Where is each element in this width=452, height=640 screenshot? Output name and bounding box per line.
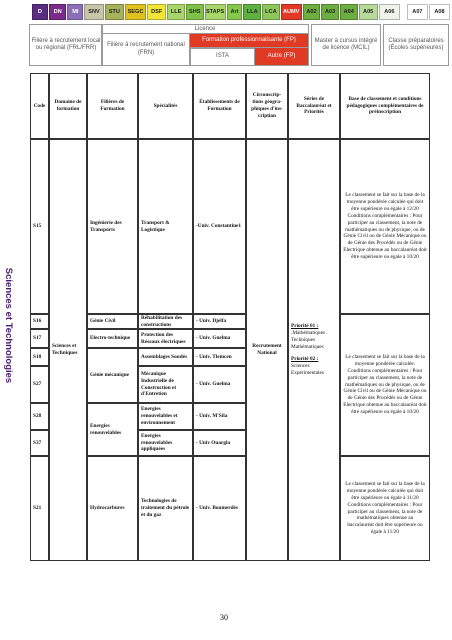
filiere-energies: Energies renouvelables [87, 403, 138, 456]
specialite-s15: Transport & Logistique [138, 139, 193, 314]
stream-tab-bar [32, 4, 450, 20]
header-domaine: Domaine de formation [49, 73, 87, 139]
page-number: 30 [220, 613, 228, 622]
stream-tab-shs[interactable]: SHS [186, 4, 204, 20]
filiere-s15: Ingénierie des Transports [87, 139, 138, 314]
code-s28: S28 [30, 403, 49, 430]
code-s16: S16 [30, 314, 49, 329]
domaine-cell: Sciences et Techniques [49, 139, 87, 561]
code-s21: S21 [30, 456, 49, 561]
code-s37: S37 [30, 430, 49, 456]
etab-s37: - Univ Ouargla [193, 430, 246, 456]
circonscription-cell: Recrutement National [246, 139, 288, 561]
stream-tab-a06[interactable]: A06 [379, 4, 400, 20]
code-s18: S18 [30, 348, 49, 366]
header-code: Code [30, 73, 49, 139]
priorite2-title: Priorité 02 : [291, 356, 319, 363]
stream-tab-a03[interactable]: A03 [321, 4, 339, 20]
header-series: Séries de Baccalauréat et Priorités [288, 73, 340, 139]
etab-s18: - Univ. Tlemcen [193, 348, 246, 366]
legend-frl-text: Filière à recrutement local ou régional (FRL/FRR) [31, 37, 101, 51]
legend-frn-text: Filière à recrutement national (FRN) [107, 42, 185, 56]
etab-s16: - Univ. Djelfa [193, 314, 246, 329]
legend-licence-text: Licence [194, 25, 216, 32]
etab-s28: - Univ. M'Sila [193, 403, 246, 430]
stream-tab-segc[interactable]: SEGC [125, 4, 146, 20]
legend-frl [29, 24, 103, 66]
stream-tab-a02[interactable]: A02 [303, 4, 321, 20]
stream-tab-dn[interactable]: DN [49, 4, 67, 20]
legend-autre-fp-text: Autre (FP) [267, 52, 296, 59]
specialite-s37: Energies renouvelables appliquées [138, 430, 193, 456]
legend-frn [101, 33, 191, 66]
header-base: Base de classement et conditions pédagogiques complémentaires de préinscription [340, 73, 430, 139]
stream-tab-art[interactable]: Art [227, 4, 243, 20]
stream-tab-d[interactable]: D [32, 4, 48, 20]
stream-tab-mi[interactable]: MI [67, 4, 83, 20]
legend-master-text: Master à cursus intégré de licence (MCIL) [314, 37, 378, 51]
legend-ista-text: ISTA [216, 52, 229, 59]
header-specialites: Spécialités [138, 73, 193, 139]
stream-tab-a05[interactable]: A05 [359, 4, 378, 20]
header-filieres: Filières de Formation [87, 73, 138, 139]
stream-tab-a04[interactable]: A04 [340, 4, 358, 20]
specialite-s17: Protection des Réseaux électriques [138, 329, 193, 348]
legend-classe-text: Classe préparatoires (Écoles supérieures) [388, 37, 444, 51]
code-s17: S17 [30, 329, 49, 348]
base-s21: Le classement se fait sur la base de la moyenne pondérée calculée qui doit être supérieure ou égale à 11/20 Conditions complémentaires : Pour participer au classement, la note de mathématiques obtenue au baccalauréat doit être supérieure ou égale à 11/20 [340, 456, 430, 561]
specialite-s27: Mécanique Industrielle de Construction et d'Entretien [138, 366, 193, 403]
legend-autre-fp [254, 47, 309, 66]
specialite-s16: Réhabilitation des constructions [138, 314, 193, 329]
stream-tab-lle[interactable]: LLE [167, 4, 185, 20]
priorite2-lines: Sciences Expérimentales [291, 363, 324, 377]
etab-s27: - Univ. Guelma [193, 366, 246, 403]
code-s15: S15 [30, 139, 49, 314]
stream-tab-lla[interactable]: LLA [243, 4, 261, 20]
stream-tab-staps[interactable]: STAPS [205, 4, 226, 20]
specialite-s21: Technologies de traitement du pétrole et du gaz [138, 456, 193, 561]
base-mid: Le classement se fait sur la base de la moyenne pondérée calculée. Conditions complémentaires : Pour participer au classement, la note de mathématiques ou de physique, ou de Génie Civil ou de Génie Mécanique ou de Génie des Procédés ou de Génie Electrique obtenue au baccalauréat doit être supérieure ou égale à 10/20 [340, 314, 430, 456]
header-etablissements: Établissements de Formation [193, 73, 246, 139]
etab-s21: - Univ. Boumerdès [193, 456, 246, 561]
specialties-table [30, 73, 450, 597]
priorite1-lines: .Mathématiques . Techniques Mathématiques [291, 329, 328, 350]
stream-tab-aumv[interactable]: AUMV [281, 4, 302, 20]
base-s15: Le classement se fait sur la base de la moyenne pondérée calculée qui doit être supérieure ou égale à 12/20 Conditions complémentaires : Pour participer au classement, la note de mathématiques ou de physique, ou de Génie Civil ou de Génie Mécanique ou de Génie des Procédés ou de Génie Electrique obtenue au baccalauréat doit être supérieure ou égale à 10/20 [340, 139, 430, 314]
side-domain-text: Sciences et Technologies [3, 267, 15, 383]
side-domain-label [2, 260, 16, 390]
stream-tab-dsf[interactable]: DSF [147, 4, 166, 20]
code-s27: S27 [30, 366, 49, 403]
header-circonscription: Circonscrip-tions géogra-phiques d'ins-cription [246, 73, 288, 139]
legend-fp-text: Formation professionnalisante (FP) [202, 37, 296, 44]
legend-classe [383, 24, 449, 66]
series-cell [288, 139, 340, 561]
stream-tab-a08[interactable]: A08 [429, 4, 450, 20]
filiere-s16: Génie Civil [87, 314, 138, 329]
etab-s15: -Univ. Constantine1 [193, 139, 246, 314]
filiere-s17: Electro-technique [87, 329, 138, 348]
specialite-s28: Energies renouvelables et environnement [138, 403, 193, 430]
legend [29, 24, 449, 64]
stream-tab-snv[interactable]: SNV [84, 4, 103, 20]
filiere-s21: Hydrocarbures [87, 456, 138, 561]
etab-s17: - Univ. Guelma [193, 329, 246, 348]
legend-master [311, 24, 381, 66]
legend-ista [189, 47, 256, 66]
specialite-s18: Assemblages Soudés [138, 348, 193, 366]
stream-tab-lca[interactable]: LCA [262, 4, 280, 20]
priorite1-title: Priorité 01 : [291, 322, 319, 329]
stream-tab-stu[interactable]: STU [105, 4, 124, 20]
stream-tab-a07[interactable]: A07 [407, 4, 428, 20]
filiere-mecanique: Génie mécanique [87, 348, 138, 403]
